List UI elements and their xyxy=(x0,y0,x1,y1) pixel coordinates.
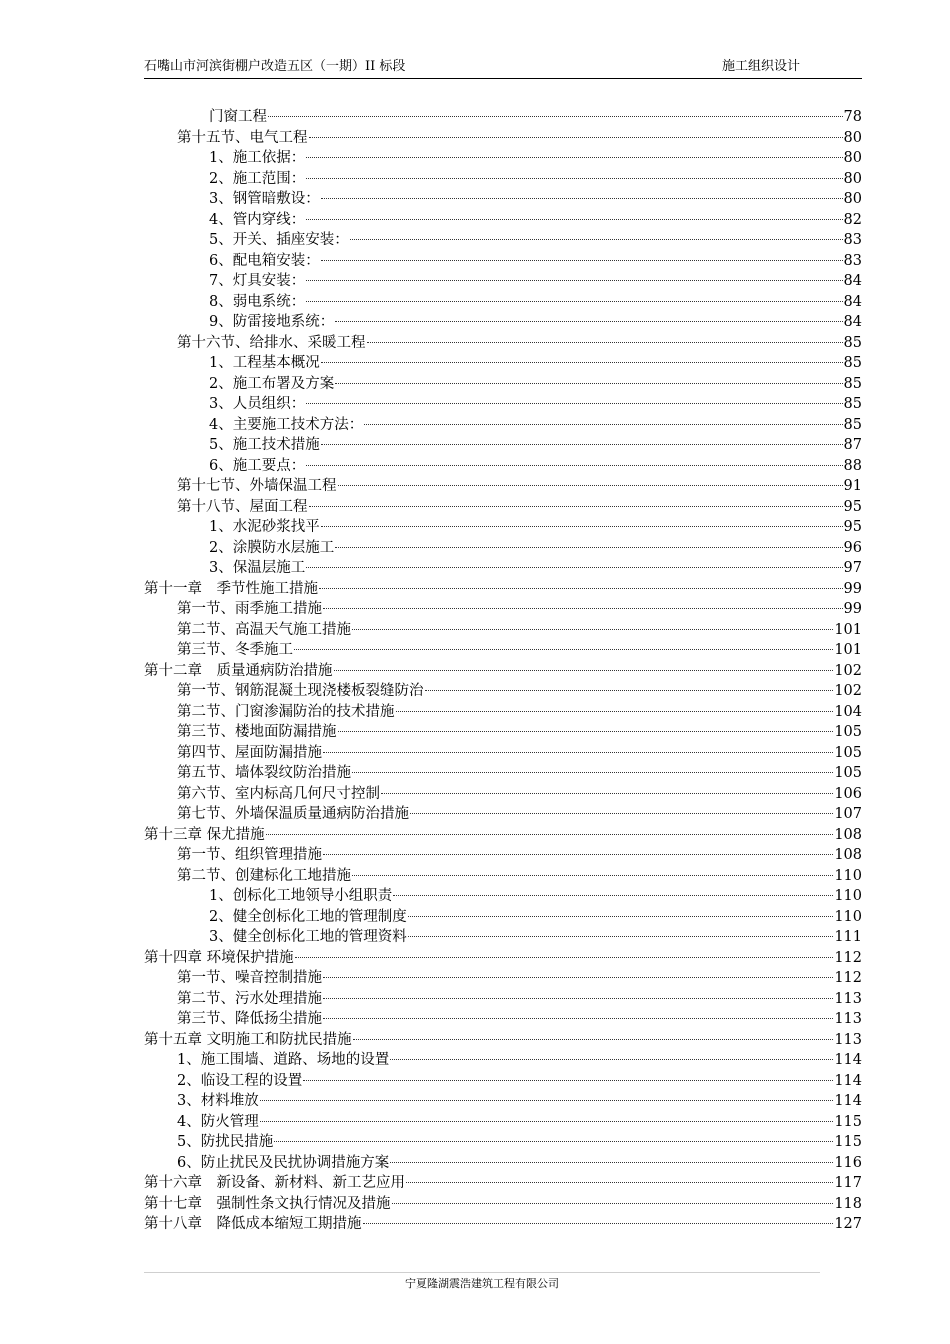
toc-entry-label: 第五节、墙体裂纹防治措施 xyxy=(177,765,351,781)
toc-entry-page-number: 96 xyxy=(843,539,862,556)
toc-entry-page-number: 127 xyxy=(834,1216,862,1232)
toc-dot-leader xyxy=(294,629,833,650)
toc-entry-label: 第十一章 季节性施工措施 xyxy=(144,580,318,597)
toc-dot-leader xyxy=(323,957,833,978)
toc-dot-leader xyxy=(323,588,843,609)
toc-entry-page-number: 113 xyxy=(834,1011,862,1027)
toc-entry-label: 1、水泥砂浆找平 xyxy=(209,519,320,535)
toc-entry-page-number: 95 xyxy=(843,519,862,535)
toc-entry-page-number: 110 xyxy=(834,888,862,904)
toc-dot-leader xyxy=(266,814,834,835)
toc-dot-leader xyxy=(306,547,842,568)
toc-dot-leader xyxy=(406,1162,833,1183)
toc-entry-label: 第一节、钢筋混凝土现浇楼板裂缝防治 xyxy=(177,683,424,699)
toc-entry-label: 第十二章 质量通病防治措施 xyxy=(144,662,333,679)
toc-entry-page-number: 84 xyxy=(843,314,862,330)
toc-entry-page-number: 105 xyxy=(834,765,862,781)
toc-entry-label: 1、施工依据： xyxy=(209,150,306,166)
toc-entry-label: 6、配电箱安装： xyxy=(209,252,320,269)
toc-entry-label: 第十六章 新设备、新材料、新工艺应用 xyxy=(144,1175,405,1191)
toc-dot-leader xyxy=(321,342,843,363)
toc-entry-label: 第二节、创建标化工地措施 xyxy=(177,867,351,884)
toc-entry-page-number: 85 xyxy=(843,396,862,412)
toc-entry-page-number: 87 xyxy=(843,437,862,453)
toc-entry-page-number: 99 xyxy=(843,601,862,617)
toc-entry-page-number: 102 xyxy=(834,662,862,679)
toc-entry-page-number: 113 xyxy=(834,1031,862,1048)
toc-dot-leader xyxy=(319,568,843,589)
toc-dot-leader xyxy=(381,773,833,794)
toc-entry-page-number: 118 xyxy=(834,1195,862,1212)
toc-entry-label: 2、涂膜防水层施工 xyxy=(209,539,335,556)
toc-dot-leader xyxy=(390,1039,833,1060)
toc-entry-label: 1、创标化工地领导小组职责 xyxy=(209,888,393,904)
toc-entry-label: 第十八章 降低成本缩短工期措施 xyxy=(144,1216,362,1232)
toc-entry-label: 9、防雷接地系统： xyxy=(209,314,335,330)
toc-dot-leader xyxy=(392,1183,834,1204)
toc-dot-leader xyxy=(323,998,833,1019)
toc-dot-leader xyxy=(306,199,842,220)
toc-entry-page-number: 97 xyxy=(843,560,862,576)
toc-entry-label: 8、弱电系统： xyxy=(209,293,306,310)
toc-entry-label: 3、保温层施工 xyxy=(209,560,306,576)
toc-entry-label: 第十五节、电气工程 xyxy=(177,129,308,146)
toc-entry-page-number: 101 xyxy=(834,642,862,658)
toc-entry-label: 第二节、高温天气施工措施 xyxy=(177,621,351,638)
toc-dot-leader xyxy=(321,424,843,445)
toc-entry-label: 第十六节、给排水、采暖工程 xyxy=(177,334,366,351)
toc-entry-label: 第一节、雨季施工措施 xyxy=(177,601,322,617)
toc-entry-page-number: 85 xyxy=(843,355,862,371)
toc-entry-label: 第十七章 强制性条文执行情况及措施 xyxy=(144,1195,391,1212)
toc-entry-page-number: 85 xyxy=(843,375,862,392)
toc-entry-page-number: 114 xyxy=(834,1052,862,1068)
toc-entry-page-number: 80 xyxy=(843,170,862,187)
toc-entry-page-number: 115 xyxy=(834,1113,862,1130)
toc-entry-label: 第二节、门窗渗漏防治的技术措施 xyxy=(177,703,395,720)
toc-dot-leader xyxy=(334,650,834,671)
toc-entry-page-number: 88 xyxy=(843,457,862,474)
toc-entry-label: 第四节、屋面防漏措施 xyxy=(177,744,322,761)
toc-dot-leader xyxy=(306,260,842,281)
toc-entry-page-number: 84 xyxy=(843,293,862,310)
toc-dot-leader xyxy=(321,178,843,199)
toc-dot-leader xyxy=(306,281,842,302)
toc-entry-page-number: 84 xyxy=(843,273,862,289)
toc-entry-page-number: 110 xyxy=(834,867,862,884)
page-footer xyxy=(144,1272,820,1290)
toc-dot-leader xyxy=(309,117,843,138)
toc-entry-label: 第三节、冬季施工 xyxy=(177,642,293,658)
toc-entry-label: 第十四章 环境保护措施 xyxy=(144,949,294,966)
toc-dot-leader xyxy=(408,916,834,937)
toc-entry-page-number: 115 xyxy=(834,1134,862,1150)
toc-entry-page-number: 112 xyxy=(834,949,862,966)
page-header xyxy=(144,58,862,79)
toc-entry-label: 3、材料堆放 xyxy=(177,1093,259,1109)
toc-entry-label: 第十五章 文明施工和防扰民措施 xyxy=(144,1031,352,1048)
toc-dot-leader xyxy=(352,609,833,630)
toc-entry-label: 第十八节、屋面工程 xyxy=(177,498,308,515)
toc-dot-leader xyxy=(274,1121,833,1142)
toc-dot-leader xyxy=(309,486,843,507)
toc-entry-label: 3、健全创标化工地的管理资料 xyxy=(209,929,407,945)
toc-entry-label: 3、钢管暗敷设： xyxy=(209,191,320,207)
toc-dot-leader xyxy=(393,875,833,896)
toc-dot-leader xyxy=(352,752,833,773)
toc-dot-leader xyxy=(303,1060,833,1081)
toc-dot-leader xyxy=(321,240,843,261)
toc-entry-page-number: 83 xyxy=(843,232,862,248)
toc-entry-label: 第二节、污水处理措施 xyxy=(177,990,322,1007)
toc-entry-page-number: 113 xyxy=(834,990,862,1007)
toc-dot-leader xyxy=(323,834,833,855)
toc-entry-page-number: 114 xyxy=(834,1072,862,1089)
toc-entry-page-number: 105 xyxy=(834,724,862,740)
toc-entry-label: 第一节、组织管理措施 xyxy=(177,847,322,863)
toc-entry-page-number: 114 xyxy=(834,1093,862,1109)
toc-entry-page-number: 116 xyxy=(834,1154,862,1171)
toc-dot-leader xyxy=(306,137,842,158)
toc-entry-label: 3、人员组织： xyxy=(209,396,306,412)
toc-entry-page-number: 104 xyxy=(834,703,862,720)
toc-dot-leader xyxy=(338,711,834,732)
toc-entry-label: 第十三章 保尤措施 xyxy=(144,826,265,843)
footer-company-name: 宁夏隆湖震浩建筑工程有限公司 xyxy=(405,1277,559,1290)
toc-entry-page-number: 78 xyxy=(843,109,862,125)
table-of-contents xyxy=(144,100,862,1232)
toc-entry-label: 1、工程基本概况 xyxy=(209,355,320,371)
toc-entry-label: 5、开关、插座安装： xyxy=(209,232,349,248)
toc-entry-page-number: 105 xyxy=(834,744,862,761)
toc-entry-label: 第六节、室内标高几何尺寸控制 xyxy=(177,785,380,802)
toc-entry-label: 门窗工程 xyxy=(209,109,267,125)
toc-entry-page-number: 117 xyxy=(834,1175,862,1191)
toc-entry-page-number: 102 xyxy=(834,683,862,699)
toc-entry-page-number: 95 xyxy=(843,498,862,515)
toc-entry-page-number: 106 xyxy=(834,785,862,802)
toc-entry-label: 4、主要施工技术方法： xyxy=(209,416,364,433)
toc-dot-leader xyxy=(306,158,842,179)
toc-entry-label: 4、管内穿线： xyxy=(209,211,306,228)
toc-entry-page-number: 85 xyxy=(843,334,862,351)
toc-entry-label: 2、施工布署及方案 xyxy=(209,375,335,392)
toc-dot-leader xyxy=(353,1019,834,1040)
header-project-title: 石嘴山市河滨街棚户改造五区（一期）II 标段 xyxy=(144,59,406,74)
toc-entry-label: 6、施工要点： xyxy=(209,457,306,474)
toc-entry-page-number: 80 xyxy=(843,191,862,207)
toc-entry-label: 2、施工范围： xyxy=(209,170,306,187)
toc-dot-leader xyxy=(323,978,833,999)
toc-entry-label: 第三节、降低扬尘措施 xyxy=(177,1011,322,1027)
toc-entry-page-number: 80 xyxy=(843,150,862,166)
toc-dot-leader xyxy=(350,219,843,240)
toc-entry-page-number: 108 xyxy=(834,847,862,863)
toc-entry-label: 第三节、楼地面防漏措施 xyxy=(177,724,337,740)
toc-dot-leader xyxy=(390,1142,833,1163)
toc-entry-page-number: 85 xyxy=(843,416,862,433)
toc-dot-leader xyxy=(295,937,834,958)
toc-entry-label: 2、健全创标化工地的管理制度 xyxy=(209,908,407,925)
toc-entry-label: 第一节、噪音控制措施 xyxy=(177,970,322,986)
toc-entry-label: 2、临设工程的设置 xyxy=(177,1072,303,1089)
toc-entry-page-number: 107 xyxy=(834,806,862,822)
toc-entry-label: 第七节、外墙保温质量通病防治措施 xyxy=(177,806,409,822)
toc-dot-leader xyxy=(335,301,842,322)
toc-dot-leader xyxy=(367,322,843,343)
toc-entry-label: 1、施工围墙、道路、场地的设置 xyxy=(177,1052,390,1068)
toc-entry-page-number: 111 xyxy=(834,929,862,945)
toc-entry-page-number: 91 xyxy=(843,478,862,494)
toc-entry-label: 5、防扰民措施 xyxy=(177,1134,274,1150)
toc-entry-label: 4、防火管理 xyxy=(177,1113,259,1130)
toc-entry-page-number: 108 xyxy=(834,826,862,843)
toc-dot-leader xyxy=(335,527,842,548)
toc-dot-leader xyxy=(364,404,842,425)
toc-dot-leader xyxy=(396,691,834,712)
toc-dot-leader xyxy=(306,445,842,466)
toc-entry-page-number: 83 xyxy=(843,252,862,269)
toc-entry-label: 7、灯具安装： xyxy=(209,273,306,289)
toc-dot-leader xyxy=(268,96,843,117)
toc-entry-label: 6、防止扰民及民扰协调措施方案 xyxy=(177,1154,390,1171)
toc-entry-page-number: 80 xyxy=(843,129,862,146)
toc-dot-leader xyxy=(408,896,834,917)
toc-entry-label: 第十七节、外墙保温工程 xyxy=(177,478,337,494)
toc-entry-label: 5、施工技术措施 xyxy=(209,437,320,453)
toc-dot-leader xyxy=(260,1101,834,1122)
toc-dot-leader xyxy=(321,506,843,527)
toc-dot-leader xyxy=(338,465,843,486)
toc-dot-leader xyxy=(363,1203,834,1224)
toc-dot-leader xyxy=(410,793,833,814)
toc-dot-leader xyxy=(425,670,834,691)
toc-dot-leader xyxy=(306,383,842,404)
toc-entry-page-number: 101 xyxy=(834,621,862,638)
toc-dot-leader xyxy=(335,363,842,384)
toc-dot-leader xyxy=(260,1080,834,1101)
toc-dot-leader xyxy=(352,855,833,876)
header-document-type: 施工组织设计 xyxy=(722,59,801,74)
toc-entry-page-number: 99 xyxy=(843,580,862,597)
toc-entry-page-number: 112 xyxy=(834,970,862,986)
toc-entry-page-number: 110 xyxy=(834,908,862,925)
toc-entry-page-number: 82 xyxy=(843,211,862,228)
toc-dot-leader xyxy=(323,732,833,753)
